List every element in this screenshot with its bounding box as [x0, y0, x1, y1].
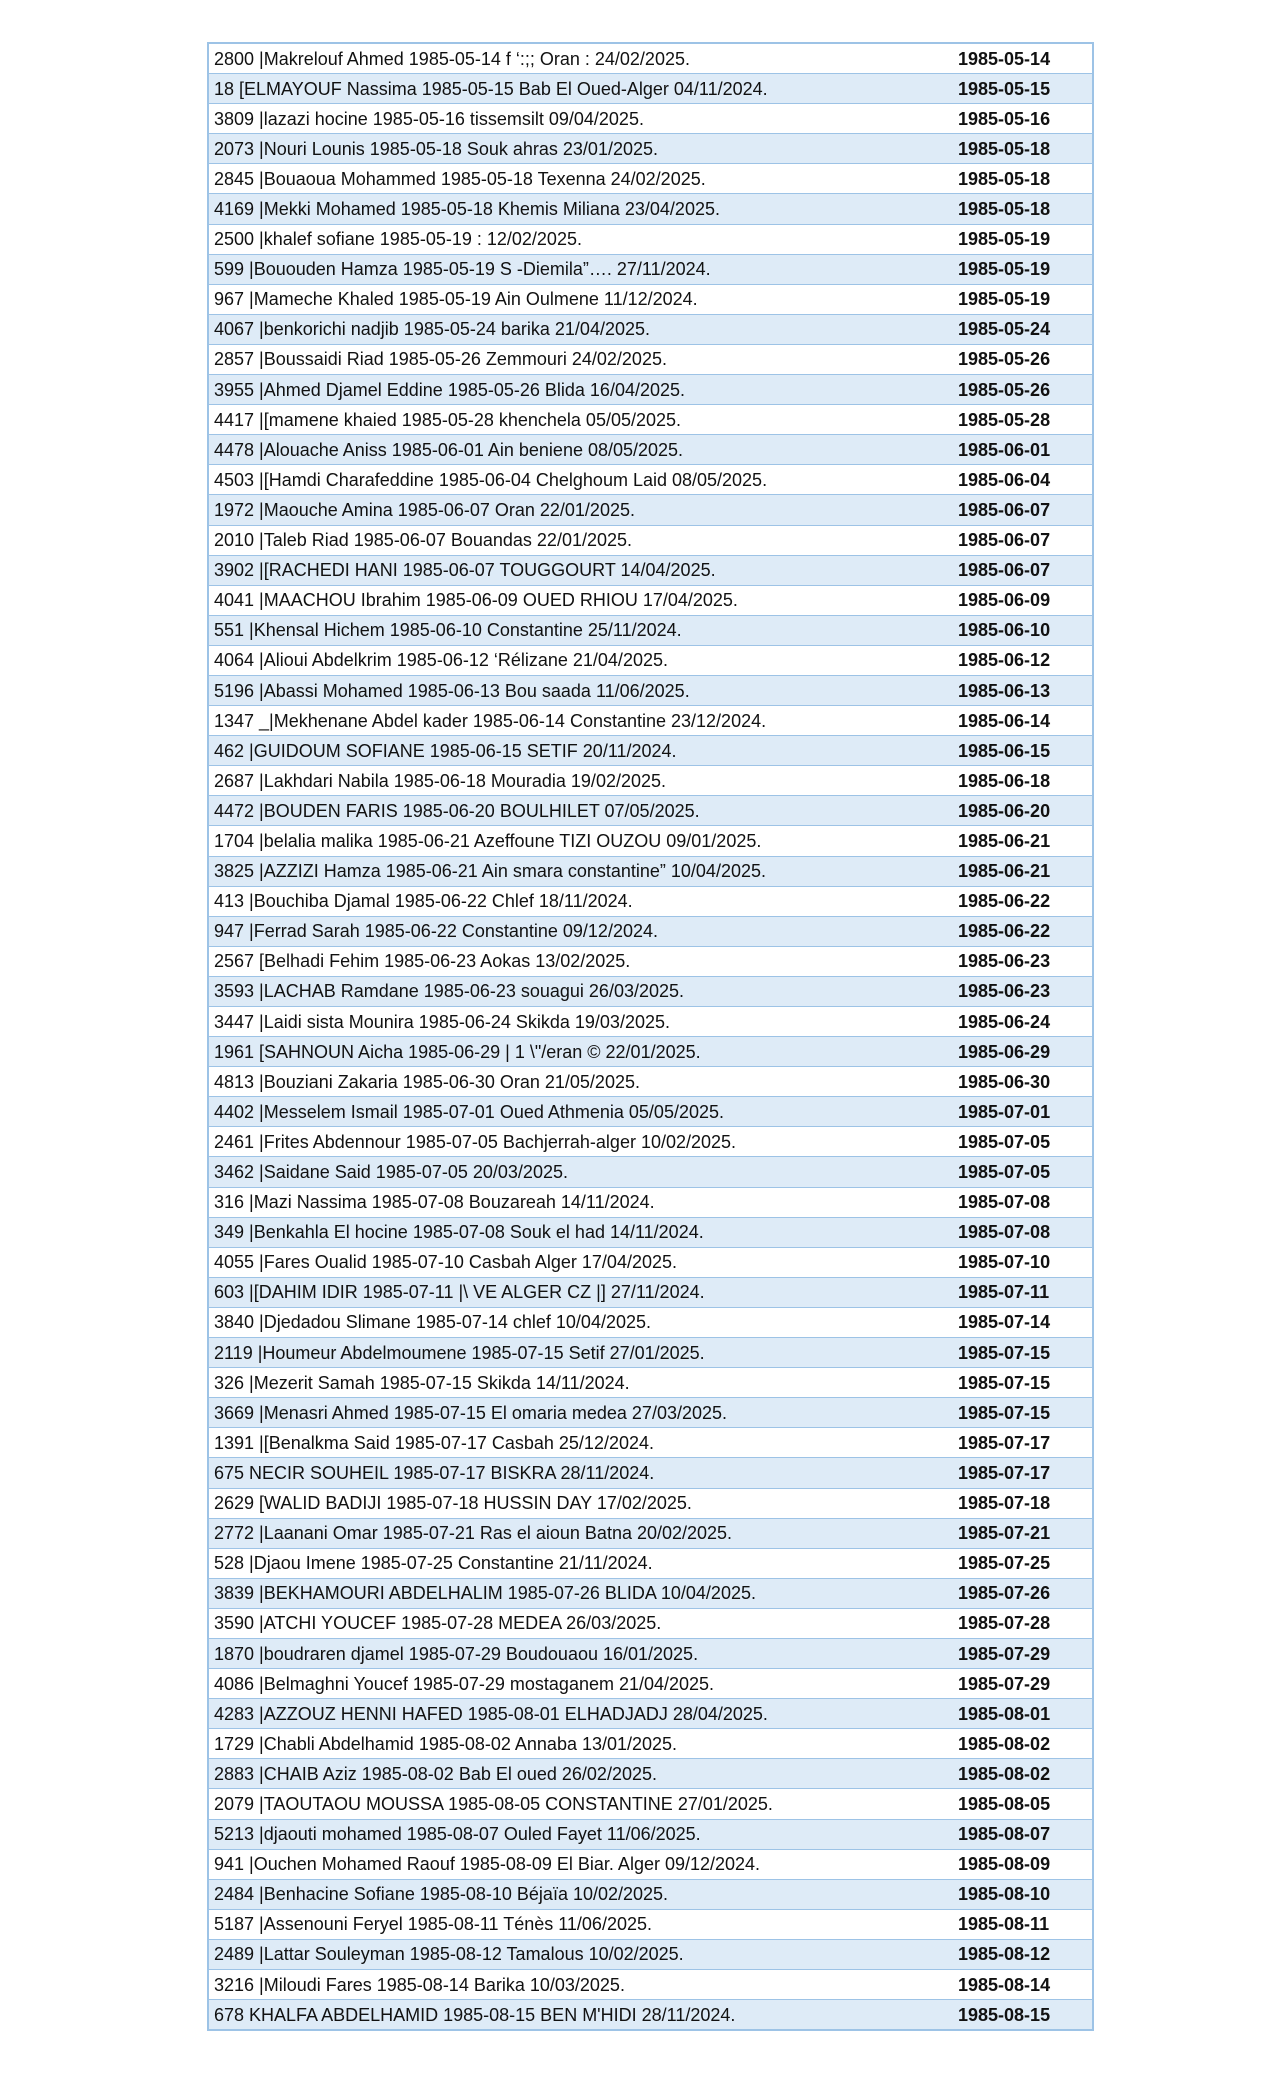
record-text-cell: 3955 |Ahmed Djamel Eddine 1985-05-26 Blida 16/04/2025.	[208, 375, 953, 405]
table-row	[208, 766, 1093, 796]
table-row	[208, 916, 1093, 946]
birth-date-cell: 1985-08-15	[953, 2000, 1093, 2031]
record-text-cell: 4086 |Belmaghni Youcef 1985-07-29 mostaganem 21/04/2025.	[208, 1669, 953, 1699]
record-text-cell: 349 |Benkahla El hocine 1985-07-08 Souk el had 14/11/2024.	[208, 1217, 953, 1247]
table-row	[208, 615, 1093, 645]
birth-date-cell: 1985-05-15	[953, 74, 1093, 104]
table-row	[208, 1699, 1093, 1729]
birth-date-cell: 1985-07-05	[953, 1127, 1093, 1157]
table-row	[208, 1909, 1093, 1939]
birth-date-cell: 1985-07-18	[953, 1488, 1093, 1518]
record-text-cell: 5196 |Abassi Mohamed 1985-06-13 Bou saada 11/06/2025.	[208, 675, 953, 705]
birth-date-cell: 1985-06-23	[953, 976, 1093, 1006]
birth-date-cell: 1985-06-22	[953, 916, 1093, 946]
table-row	[208, 886, 1093, 916]
table-row	[208, 314, 1093, 344]
record-text-cell: 18 [ELMAYOUF Nassima 1985-05-15 Bab El Oued-Alger 04/11/2024.	[208, 74, 953, 104]
table-row	[208, 43, 1093, 74]
record-text-cell: 1961 [SAHNOUN Aicha 1985-06-29 | 1 \"/eran © 22/01/2025.	[208, 1037, 953, 1067]
record-text-cell: 1972 |Maouche Amina 1985-06-07 Oran 22/01/2025.	[208, 495, 953, 525]
record-text-cell: 4417 |[mamene khaied 1985-05-28 khenchela 05/05/2025.	[208, 405, 953, 435]
table-row	[208, 1939, 1093, 1969]
birth-date-cell: 1985-07-29	[953, 1669, 1093, 1699]
record-text-cell: 4064 |Alioui Abdelkrim 1985-06-12 ‘Rélizane 21/04/2025.	[208, 645, 953, 675]
records-table-body	[208, 43, 1093, 2030]
table-row	[208, 1007, 1093, 1037]
birth-date-cell: 1985-05-19	[953, 284, 1093, 314]
birth-date-cell: 1985-07-08	[953, 1187, 1093, 1217]
birth-date-cell: 1985-06-15	[953, 736, 1093, 766]
table-row	[208, 1097, 1093, 1127]
birth-date-cell: 1985-08-02	[953, 1759, 1093, 1789]
birth-date-cell: 1985-06-23	[953, 946, 1093, 976]
record-text-cell: 5213 |djaouti mohamed 1985-08-07 Ouled Fayet 11/06/2025.	[208, 1819, 953, 1849]
record-text-cell: 2857 |Boussaidi Riad 1985-05-26 Zemmouri 24/02/2025.	[208, 344, 953, 374]
birth-date-cell: 1985-07-17	[953, 1428, 1093, 1458]
record-text-cell: 4067 |benkorichi nadjib 1985-05-24 barika 21/04/2025.	[208, 314, 953, 344]
record-text-cell: 3593 |LACHAB Ramdane 1985-06-23 souagui 26/03/2025.	[208, 976, 953, 1006]
record-text-cell: 3590 |ATCHI YOUCEF 1985-07-28 MEDEA 26/03/2025.	[208, 1608, 953, 1638]
table-row	[208, 1157, 1093, 1187]
table-row	[208, 1518, 1093, 1548]
table-row	[208, 1638, 1093, 1668]
record-text-cell: 3902 |[RACHEDI HANI 1985-06-07 TOUGGOURT 14/04/2025.	[208, 555, 953, 585]
table-row	[208, 1067, 1093, 1097]
birth-date-cell: 1985-06-29	[953, 1037, 1093, 1067]
table-row	[208, 1488, 1093, 1518]
birth-date-cell: 1985-05-19	[953, 254, 1093, 284]
birth-date-cell: 1985-05-14	[953, 43, 1093, 74]
birth-date-cell: 1985-05-26	[953, 344, 1093, 374]
record-text-cell: 1391 |[Benalkma Said 1985-07-17 Casbah 25/12/2024.	[208, 1428, 953, 1458]
table-row	[208, 946, 1093, 976]
record-text-cell: 4472 |BOUDEN FARIS 1985-06-20 BOULHILET 07/05/2025.	[208, 796, 953, 826]
table-row	[208, 1398, 1093, 1428]
birth-date-cell: 1985-06-12	[953, 645, 1093, 675]
table-row	[208, 675, 1093, 705]
table-row	[208, 856, 1093, 886]
record-text-cell: 1704 |belalia malika 1985-06-21 Azeffoune TIZI OUZOU 09/01/2025.	[208, 826, 953, 856]
birth-date-cell: 1985-07-28	[953, 1608, 1093, 1638]
birth-date-cell: 1985-06-30	[953, 1067, 1093, 1097]
birth-date-cell: 1985-07-29	[953, 1638, 1093, 1668]
birth-date-cell: 1985-06-22	[953, 886, 1093, 916]
table-row	[208, 826, 1093, 856]
birth-date-cell: 1985-06-07	[953, 555, 1093, 585]
birth-date-cell: 1985-08-12	[953, 1939, 1093, 1969]
birth-date-cell: 1985-05-19	[953, 224, 1093, 254]
birth-date-cell: 1985-07-08	[953, 1217, 1093, 1247]
birth-date-cell: 1985-08-01	[953, 1699, 1093, 1729]
table-row	[208, 1187, 1093, 1217]
table-row	[208, 1578, 1093, 1608]
record-text-cell: 3839 |BEKHAMOURI ABDELHALIM 1985-07-26 BLIDA 10/04/2025.	[208, 1578, 953, 1608]
record-text-cell: 462 |GUIDOUM SOFIANE 1985-06-15 SETIF 20/11/2024.	[208, 736, 953, 766]
record-text-cell: 551 |Khensal Hichem 1985-06-10 Constantine 25/11/2024.	[208, 615, 953, 645]
table-row	[208, 645, 1093, 675]
record-text-cell: 941 |Ouchen Mohamed Raouf 1985-08-09 El Biar. Alger 09/12/2024.	[208, 1849, 953, 1879]
table-row	[208, 1368, 1093, 1398]
table-row	[208, 1428, 1093, 1458]
table-row	[208, 104, 1093, 134]
record-text-cell: 3669 |Menasri Ahmed 1985-07-15 El omaria medea 27/03/2025.	[208, 1398, 953, 1428]
record-text-cell: 967 |Mameche Khaled 1985-05-19 Ain Oulmene 11/12/2024.	[208, 284, 953, 314]
table-row	[208, 1759, 1093, 1789]
record-text-cell: 603 |[DAHIM IDIR 1985-07-11 |\ VE ALGER CZ |] 27/11/2024.	[208, 1277, 953, 1307]
table-row	[208, 1307, 1093, 1337]
birth-date-cell: 1985-05-24	[953, 314, 1093, 344]
birth-date-cell: 1985-08-05	[953, 1789, 1093, 1819]
record-text-cell: 528 |Djaou Imene 1985-07-25 Constantine 21/11/2024.	[208, 1548, 953, 1578]
table-row	[208, 254, 1093, 284]
table-row	[208, 1217, 1093, 1247]
birth-date-cell: 1985-06-07	[953, 495, 1093, 525]
birth-date-cell: 1985-08-14	[953, 1970, 1093, 2000]
record-text-cell: 2073 |Nouri Lounis 1985-05-18 Souk ahras 23/01/2025.	[208, 134, 953, 164]
birth-date-cell: 1985-05-26	[953, 375, 1093, 405]
record-text-cell: 2489 |Lattar Souleyman 1985-08-12 Tamalous 10/02/2025.	[208, 1939, 953, 1969]
birth-date-cell: 1985-06-04	[953, 465, 1093, 495]
birth-date-cell: 1985-06-13	[953, 675, 1093, 705]
record-text-cell: 3840 |Djedadou Slimane 1985-07-14 chlef 10/04/2025.	[208, 1307, 953, 1337]
table-row	[208, 736, 1093, 766]
table-row	[208, 1458, 1093, 1488]
table-row	[208, 1247, 1093, 1277]
birth-date-cell: 1985-06-21	[953, 856, 1093, 886]
birth-date-cell: 1985-06-07	[953, 525, 1093, 555]
table-row	[208, 284, 1093, 314]
birth-date-cell: 1985-06-14	[953, 706, 1093, 736]
record-text-cell: 2845 |Bouaoua Mohammed 1985-05-18 Texenna 24/02/2025.	[208, 164, 953, 194]
birth-date-cell: 1985-08-11	[953, 1909, 1093, 1939]
record-text-cell: 3216 |Miloudi Fares 1985-08-14 Barika 10/03/2025.	[208, 1970, 953, 2000]
record-text-cell: 413 |Bouchiba Djamal 1985-06-22 Chlef 18/11/2024.	[208, 886, 953, 916]
record-text-cell: 947 |Ferrad Sarah 1985-06-22 Constantine 09/12/2024.	[208, 916, 953, 946]
birth-date-cell: 1985-07-26	[953, 1578, 1093, 1608]
table-row	[208, 74, 1093, 104]
table-row	[208, 1789, 1093, 1819]
birth-date-cell: 1985-07-25	[953, 1548, 1093, 1578]
record-text-cell: 2079 |TAOUTAOU MOUSSA 1985-08-05 CONSTANTINE 27/01/2025.	[208, 1789, 953, 1819]
birth-date-cell: 1985-07-01	[953, 1097, 1093, 1127]
record-text-cell: 4402 |Messelem Ismail 1985-07-01 Oued Athmenia 05/05/2025.	[208, 1097, 953, 1127]
record-text-cell: 678 KHALFA ABDELHAMID 1985-08-15 BEN M'HIDI 28/11/2024.	[208, 2000, 953, 2031]
records-table	[207, 42, 1094, 2031]
record-text-cell: 1870 |boudraren djamel 1985-07-29 Boudouaou 16/01/2025.	[208, 1638, 953, 1668]
birth-date-cell: 1985-07-10	[953, 1247, 1093, 1277]
birth-date-cell: 1985-07-15	[953, 1398, 1093, 1428]
birth-date-cell: 1985-05-18	[953, 134, 1093, 164]
record-text-cell: 2772 |Laanani Omar 1985-07-21 Ras el aioun Batna 20/02/2025.	[208, 1518, 953, 1548]
record-text-cell: 2500 |khalef sofiane 1985-05-19 : 12/02/2025.	[208, 224, 953, 254]
table-row	[208, 1037, 1093, 1067]
birth-date-cell: 1985-06-01	[953, 435, 1093, 465]
record-text-cell: 5187 |Assenouni Feryel 1985-08-11 Ténès 11/06/2025.	[208, 1909, 953, 1939]
table-row	[208, 555, 1093, 585]
birth-date-cell: 1985-07-15	[953, 1368, 1093, 1398]
record-text-cell: 4478 |Alouache Aniss 1985-06-01 Ain beniene 08/05/2025.	[208, 435, 953, 465]
table-row	[208, 1338, 1093, 1368]
record-text-cell: 4041 |MAACHOU Ibrahim 1985-06-09 OUED RHIOU 17/04/2025.	[208, 585, 953, 615]
birth-date-cell: 1985-07-11	[953, 1277, 1093, 1307]
table-row	[208, 1849, 1093, 1879]
birth-date-cell: 1985-06-10	[953, 615, 1093, 645]
table-row	[208, 1669, 1093, 1699]
table-row	[208, 405, 1093, 435]
record-text-cell: 2119 |Houmeur Abdelmoumene 1985-07-15 Setif 27/01/2025.	[208, 1338, 953, 1368]
table-row	[208, 1819, 1093, 1849]
birth-date-cell: 1985-07-15	[953, 1338, 1093, 1368]
birth-date-cell: 1985-07-17	[953, 1458, 1093, 1488]
birth-date-cell: 1985-07-21	[953, 1518, 1093, 1548]
record-text-cell: 2010 |Taleb Riad 1985-06-07 Bouandas 22/01/2025.	[208, 525, 953, 555]
birth-date-cell: 1985-07-14	[953, 1307, 1093, 1337]
birth-date-cell: 1985-06-24	[953, 1007, 1093, 1037]
table-row	[208, 465, 1093, 495]
table-row	[208, 1879, 1093, 1909]
record-text-cell: 4169 |Mekki Mohamed 1985-05-18 Khemis Miliana 23/04/2025.	[208, 194, 953, 224]
table-row	[208, 194, 1093, 224]
birth-date-cell: 1985-05-28	[953, 405, 1093, 435]
table-row	[208, 1729, 1093, 1759]
table-row	[208, 1548, 1093, 1578]
record-text-cell: 4503 |[Hamdi Charafeddine 1985-06-04 Chelghoum Laid 08/05/2025.	[208, 465, 953, 495]
record-text-cell: 675 NECIR SOUHEIL 1985-07-17 BISKRA 28/11/2024.	[208, 1458, 953, 1488]
record-text-cell: 4813 |Bouziani Zakaria 1985-06-30 Oran 21/05/2025.	[208, 1067, 953, 1097]
birth-date-cell: 1985-05-18	[953, 164, 1093, 194]
table-row	[208, 1608, 1093, 1638]
record-text-cell: 3809 |lazazi hocine 1985-05-16 tissemsilt 09/04/2025.	[208, 104, 953, 134]
table-row	[208, 2000, 1093, 2031]
table-row	[208, 585, 1093, 615]
record-text-cell: 2883 |CHAIB Aziz 1985-08-02 Bab El oued 26/02/2025.	[208, 1759, 953, 1789]
birth-date-cell: 1985-06-20	[953, 796, 1093, 826]
birth-date-cell: 1985-07-05	[953, 1157, 1093, 1187]
record-text-cell: 2629 [WALID BADIJI 1985-07-18 HUSSIN DAY 17/02/2025.	[208, 1488, 953, 1518]
record-text-cell: 316 |Mazi Nassima 1985-07-08 Bouzareah 14/11/2024.	[208, 1187, 953, 1217]
record-text-cell: 599 |Bououden Hamza 1985-05-19 S -Diemila”…. 27/11/2024.	[208, 254, 953, 284]
record-text-cell: 2567 [Belhadi Fehim 1985-06-23 Aokas 13/02/2025.	[208, 946, 953, 976]
record-text-cell: 326 |Mezerit Samah 1985-07-15 Skikda 14/11/2024.	[208, 1368, 953, 1398]
birth-date-cell: 1985-08-07	[953, 1819, 1093, 1849]
table-row	[208, 796, 1093, 826]
birth-date-cell: 1985-05-16	[953, 104, 1093, 134]
table-row	[208, 224, 1093, 254]
record-text-cell: 3462 |Saidane Said 1985-07-05 20/03/2025.	[208, 1157, 953, 1187]
birth-date-cell: 1985-06-18	[953, 766, 1093, 796]
birth-date-cell: 1985-08-10	[953, 1879, 1093, 1909]
table-row	[208, 134, 1093, 164]
table-row	[208, 976, 1093, 1006]
record-text-cell: 1729 |Chabli Abdelhamid 1985-08-02 Annaba 13/01/2025.	[208, 1729, 953, 1759]
record-text-cell: 2461 |Frites Abdennour 1985-07-05 Bachjerrah-alger 10/02/2025.	[208, 1127, 953, 1157]
record-text-cell: 3447 |Laidi sista Mounira 1985-06-24 Skikda 19/03/2025.	[208, 1007, 953, 1037]
birth-date-cell: 1985-05-18	[953, 194, 1093, 224]
record-text-cell: 2484 |Benhacine Sofiane 1985-08-10 Béjaïa 10/02/2025.	[208, 1879, 953, 1909]
table-row	[208, 164, 1093, 194]
record-text-cell: 2687 |Lakhdari Nabila 1985-06-18 Mouradia 19/02/2025.	[208, 766, 953, 796]
table-row	[208, 375, 1093, 405]
record-text-cell: 4055 |Fares Oualid 1985-07-10 Casbah Alger 17/04/2025.	[208, 1247, 953, 1277]
table-row	[208, 495, 1093, 525]
table-row	[208, 1970, 1093, 2000]
birth-date-cell: 1985-06-21	[953, 826, 1093, 856]
record-text-cell: 2800 |Makrelouf Ahmed 1985-05-14 f ‘:;; Oran : 24/02/2025.	[208, 43, 953, 74]
record-text-cell: 4283 |AZZOUZ HENNI HAFED 1985-08-01 ELHADJADJ 28/04/2025.	[208, 1699, 953, 1729]
birth-date-cell: 1985-08-09	[953, 1849, 1093, 1879]
table-row	[208, 344, 1093, 374]
table-row	[208, 1277, 1093, 1307]
record-text-cell: 1347 _|Mekhenane Abdel kader 1985-06-14 Constantine 23/12/2024.	[208, 706, 953, 736]
table-row	[208, 1127, 1093, 1157]
record-text-cell: 3825 |AZZIZI Hamza 1985-06-21 Ain smara constantine” 10/04/2025.	[208, 856, 953, 886]
table-row	[208, 525, 1093, 555]
table-row	[208, 706, 1093, 736]
birth-date-cell: 1985-08-02	[953, 1729, 1093, 1759]
birth-date-cell: 1985-06-09	[953, 585, 1093, 615]
table-row	[208, 435, 1093, 465]
